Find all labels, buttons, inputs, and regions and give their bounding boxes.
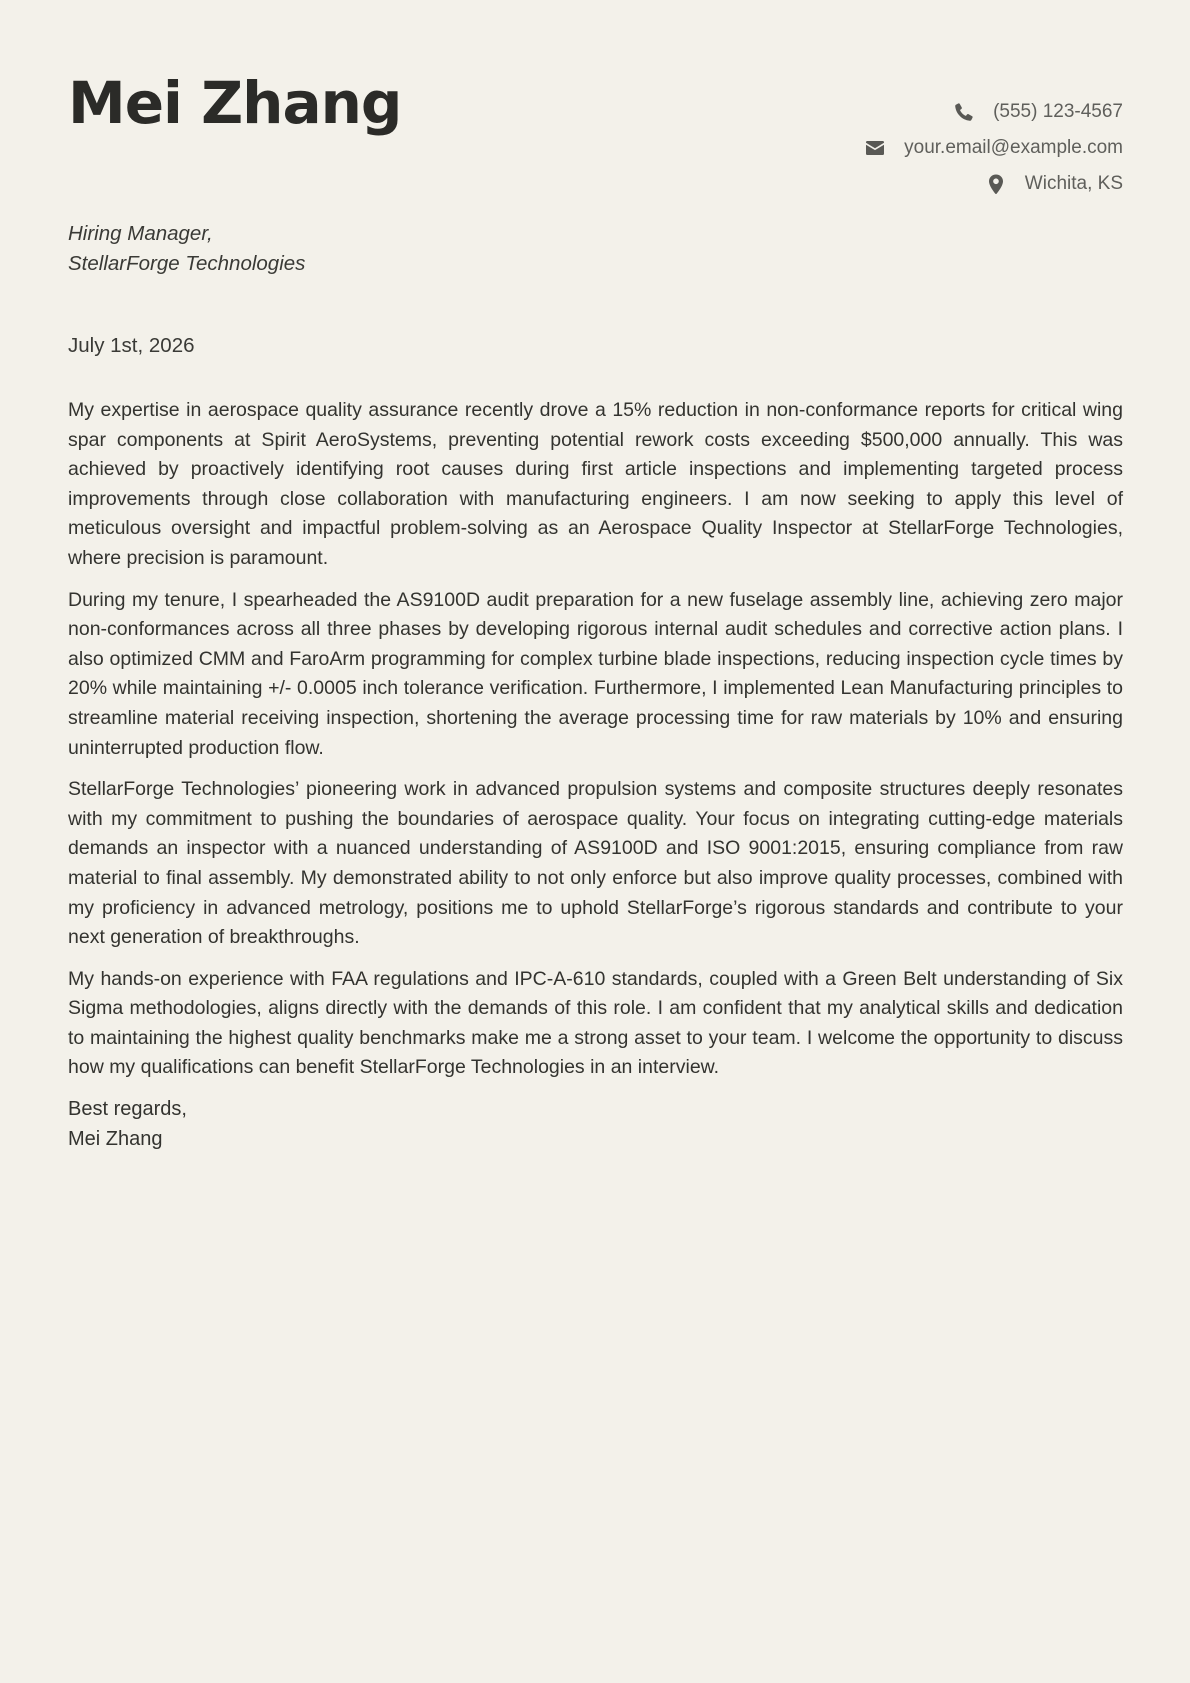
contact-phone: (555) 123-4567 <box>993 101 1123 122</box>
closing-salutation: Best regards, <box>68 1098 187 1121</box>
closing-block <box>68 1095 1123 1154</box>
contact-phone-row <box>864 94 1123 130</box>
recipient-title: Hiring Manager, <box>68 222 213 245</box>
applicant-name: Mei Zhang <box>68 69 402 137</box>
contact-location: Wichita, KS <box>1024 173 1123 194</box>
body-paragraph: StellarForge Technologies’ pioneering work in advanced propulsion systems and composite structures deeply resonates with my commitment to pushing the boundaries of aerospace quality. Your focus on integrating cutting-edge materials demands an inspector with a nuanced understanding of AS9100D and ISO 9001:2015, ensuring compliance from raw material to final assembly. My demonstrated ability to not only enforce but also improve quality processes, combined with my proficiency in advanced metrology, positions me to uphold StellarForge’s rigorous standards and contribute to your next generation of breakthroughs. <box>68 778 1123 949</box>
envelope-icon <box>864 137 886 159</box>
contact-block <box>864 94 1123 202</box>
contact-email: your.email@example.com <box>904 137 1123 158</box>
phone-icon <box>953 101 975 123</box>
recipient-block <box>68 219 305 279</box>
map-marker-icon <box>985 173 1007 195</box>
closing-signature: Mei Zhang <box>68 1127 163 1150</box>
body-paragraph: During my tenure, I spearheaded the AS9100D audit preparation for a new fuselage assembly line, achieving zero major non-conformances across all three phases by developing rigorous internal audit schedules and corrective action plans. I also optimized CMM and FaroArm programming for complex turbine blade inspections, reducing inspection cycle times by 20% while maintaining +/- 0.0005 inch tolerance verification. Furthermore, I implemented Lean Manufacturing principles to streamline material receiving inspection, shortening the average processing time for raw materials by 10% and ensuring uninterrupted production flow. <box>68 588 1123 759</box>
contact-location-row <box>864 166 1123 202</box>
contact-email-row <box>864 130 1123 166</box>
letter-body <box>68 396 1123 1154</box>
recipient-company: StellarForge Technologies <box>68 252 306 275</box>
body-paragraph: My expertise in aerospace quality assurance recently drove a 15% reduction in non-conformance reports for critical wing spar components at Spirit AeroSystems, preventing potential rework costs exceeding $500,000 annually. This was achieved by proactively identifying root causes during first article inspections and implementing targeted process improvements through close collaboration with manufacturing engineers. I am now seeking to apply this level of meticulous oversight and impactful problem-solving as an Aerospace Quality Inspector at StellarForge Technologies, where precision is paramount. <box>68 399 1123 569</box>
body-paragraph: My hands-on experience with FAA regulations and IPC-A-610 standards, coupled with a Green Belt understanding of Six Sigma methodologies, aligns directly with the demands of this role. I am confident that my analytical skills and dedication to maintaining the highest quality benchmarks make me a strong asset to your team. I welcome the opportunity to discuss how my qualifications can benefit StellarForge Technologies in an interview. <box>68 967 1123 1079</box>
cover-letter-page <box>68 0 1123 1683</box>
letter-date: July 1st, 2026 <box>68 334 195 357</box>
